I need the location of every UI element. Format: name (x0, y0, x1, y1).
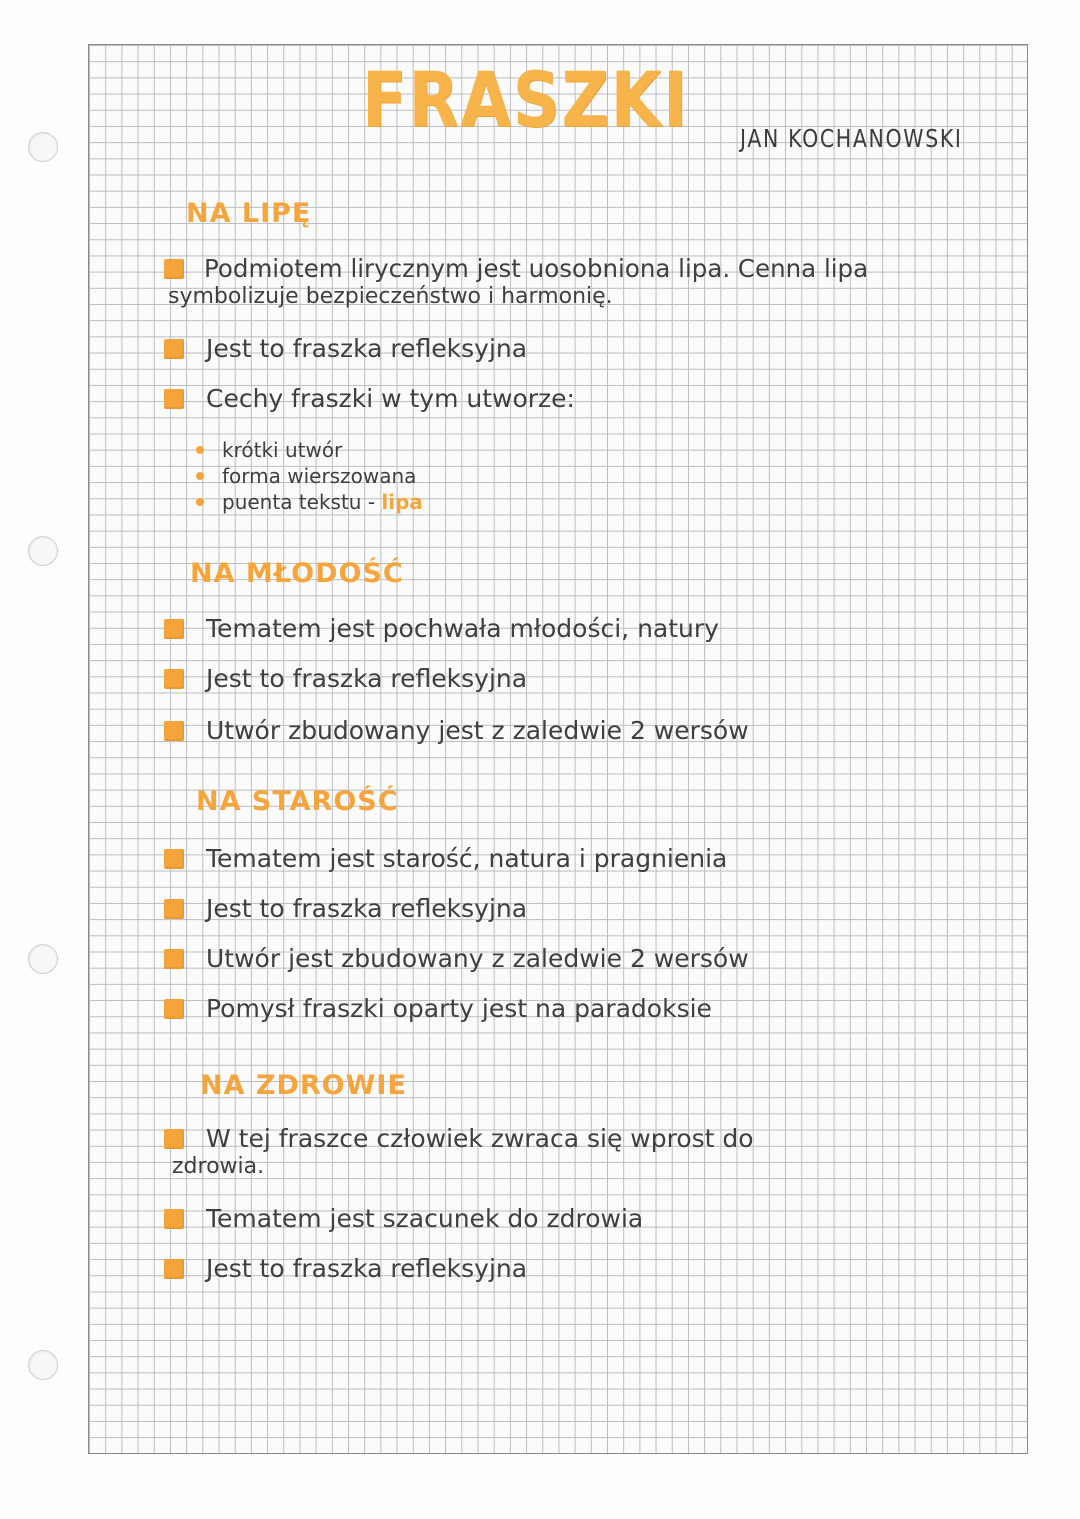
bullet-marker (164, 669, 184, 689)
section-heading-na-starosc: NA STAROŚĆ (196, 786, 399, 817)
sub-list-item-label: puenta tekstu - (222, 490, 376, 514)
dot-bullet (196, 446, 204, 454)
list-item-text: Jest to fraszka refleksyjna (206, 334, 528, 363)
section-heading-na-lipe: NA LIPĘ (186, 198, 312, 229)
bullet-marker (164, 949, 184, 969)
bullet-marker (164, 849, 184, 869)
list-item (164, 1204, 643, 1233)
list-item-text: Podmiotem lirycznym jest uosobniona lipa. Cenna lipa (204, 254, 869, 283)
list-item (164, 716, 749, 745)
bullet-marker (164, 389, 184, 409)
list-item-text: Jest to fraszka refleksyjna (206, 664, 528, 693)
list-item-text: Jest to fraszka refleksyjna (206, 894, 528, 923)
list-item-text: Tematem jest pochwała młodości, natury (206, 614, 719, 643)
binder-hole-upper-middle (28, 536, 58, 566)
list-item-text: Pomysł fraszki oparty jest na paradoksie (206, 994, 712, 1023)
list-item-text: Tematem jest szacunek do zdrowia (206, 1204, 644, 1233)
binder-hole-lower-middle (28, 944, 58, 974)
list-item-text: Utwór zbudowany jest z zaledwie 2 wersów (206, 716, 749, 745)
bullet-marker (164, 1209, 184, 1229)
list-item (164, 614, 719, 643)
sub-list-item-text: krótki utwór (222, 438, 343, 462)
list-item-continuation: zdrowia. (172, 1154, 265, 1179)
list-item (164, 844, 727, 873)
bullet-marker (164, 1129, 184, 1149)
list-item-text: Cechy fraszki w tym utworze: (206, 384, 575, 413)
list-item-text: Utwór jest zbudowany z zaledwie 2 wersów (206, 944, 749, 973)
bullet-marker (164, 619, 184, 639)
bullet-marker (164, 259, 184, 279)
list-item (164, 664, 527, 693)
sub-list-item (196, 438, 342, 462)
bullet-marker (164, 339, 184, 359)
dot-bullet (196, 498, 204, 506)
sub-list-item-text: forma wierszowana (222, 464, 417, 488)
list-item-text: Tematem jest starość, natura i pragnienia (206, 844, 728, 873)
bullet-marker (164, 899, 184, 919)
list-item (164, 1124, 754, 1153)
list-item (164, 944, 749, 973)
sub-list-item (196, 464, 416, 488)
highlighted-word: lipa (381, 490, 423, 514)
list-item (164, 334, 527, 363)
list-item-continuation: symbolizuje bezpieczeństwo i harmonię. (168, 284, 613, 309)
list-item-text: Jest to fraszka refleksyjna (206, 1254, 528, 1283)
page-title: FRASZKI (362, 55, 690, 144)
sub-list-item (196, 490, 423, 514)
sub-list-item-text (222, 490, 423, 514)
bullet-marker (164, 999, 184, 1019)
list-item-text: W tej fraszce człowiek zwraca się wprost do (206, 1124, 754, 1153)
binder-hole-bottom (28, 1350, 58, 1380)
list-item (164, 994, 712, 1023)
bullet-marker (164, 1259, 184, 1279)
list-item (164, 384, 575, 413)
dot-bullet (196, 472, 204, 480)
section-heading-na-zdrowie: NA ZDROWIE (200, 1070, 407, 1101)
bullet-marker (164, 721, 184, 741)
list-item (164, 1254, 527, 1283)
binder-hole-top (28, 132, 58, 162)
section-heading-na-mlodosc: NA MŁODOŚĆ (190, 558, 404, 589)
list-item (164, 254, 882, 283)
author-name: JAN KOCHANOWSKI (740, 124, 963, 153)
list-item (164, 894, 527, 923)
